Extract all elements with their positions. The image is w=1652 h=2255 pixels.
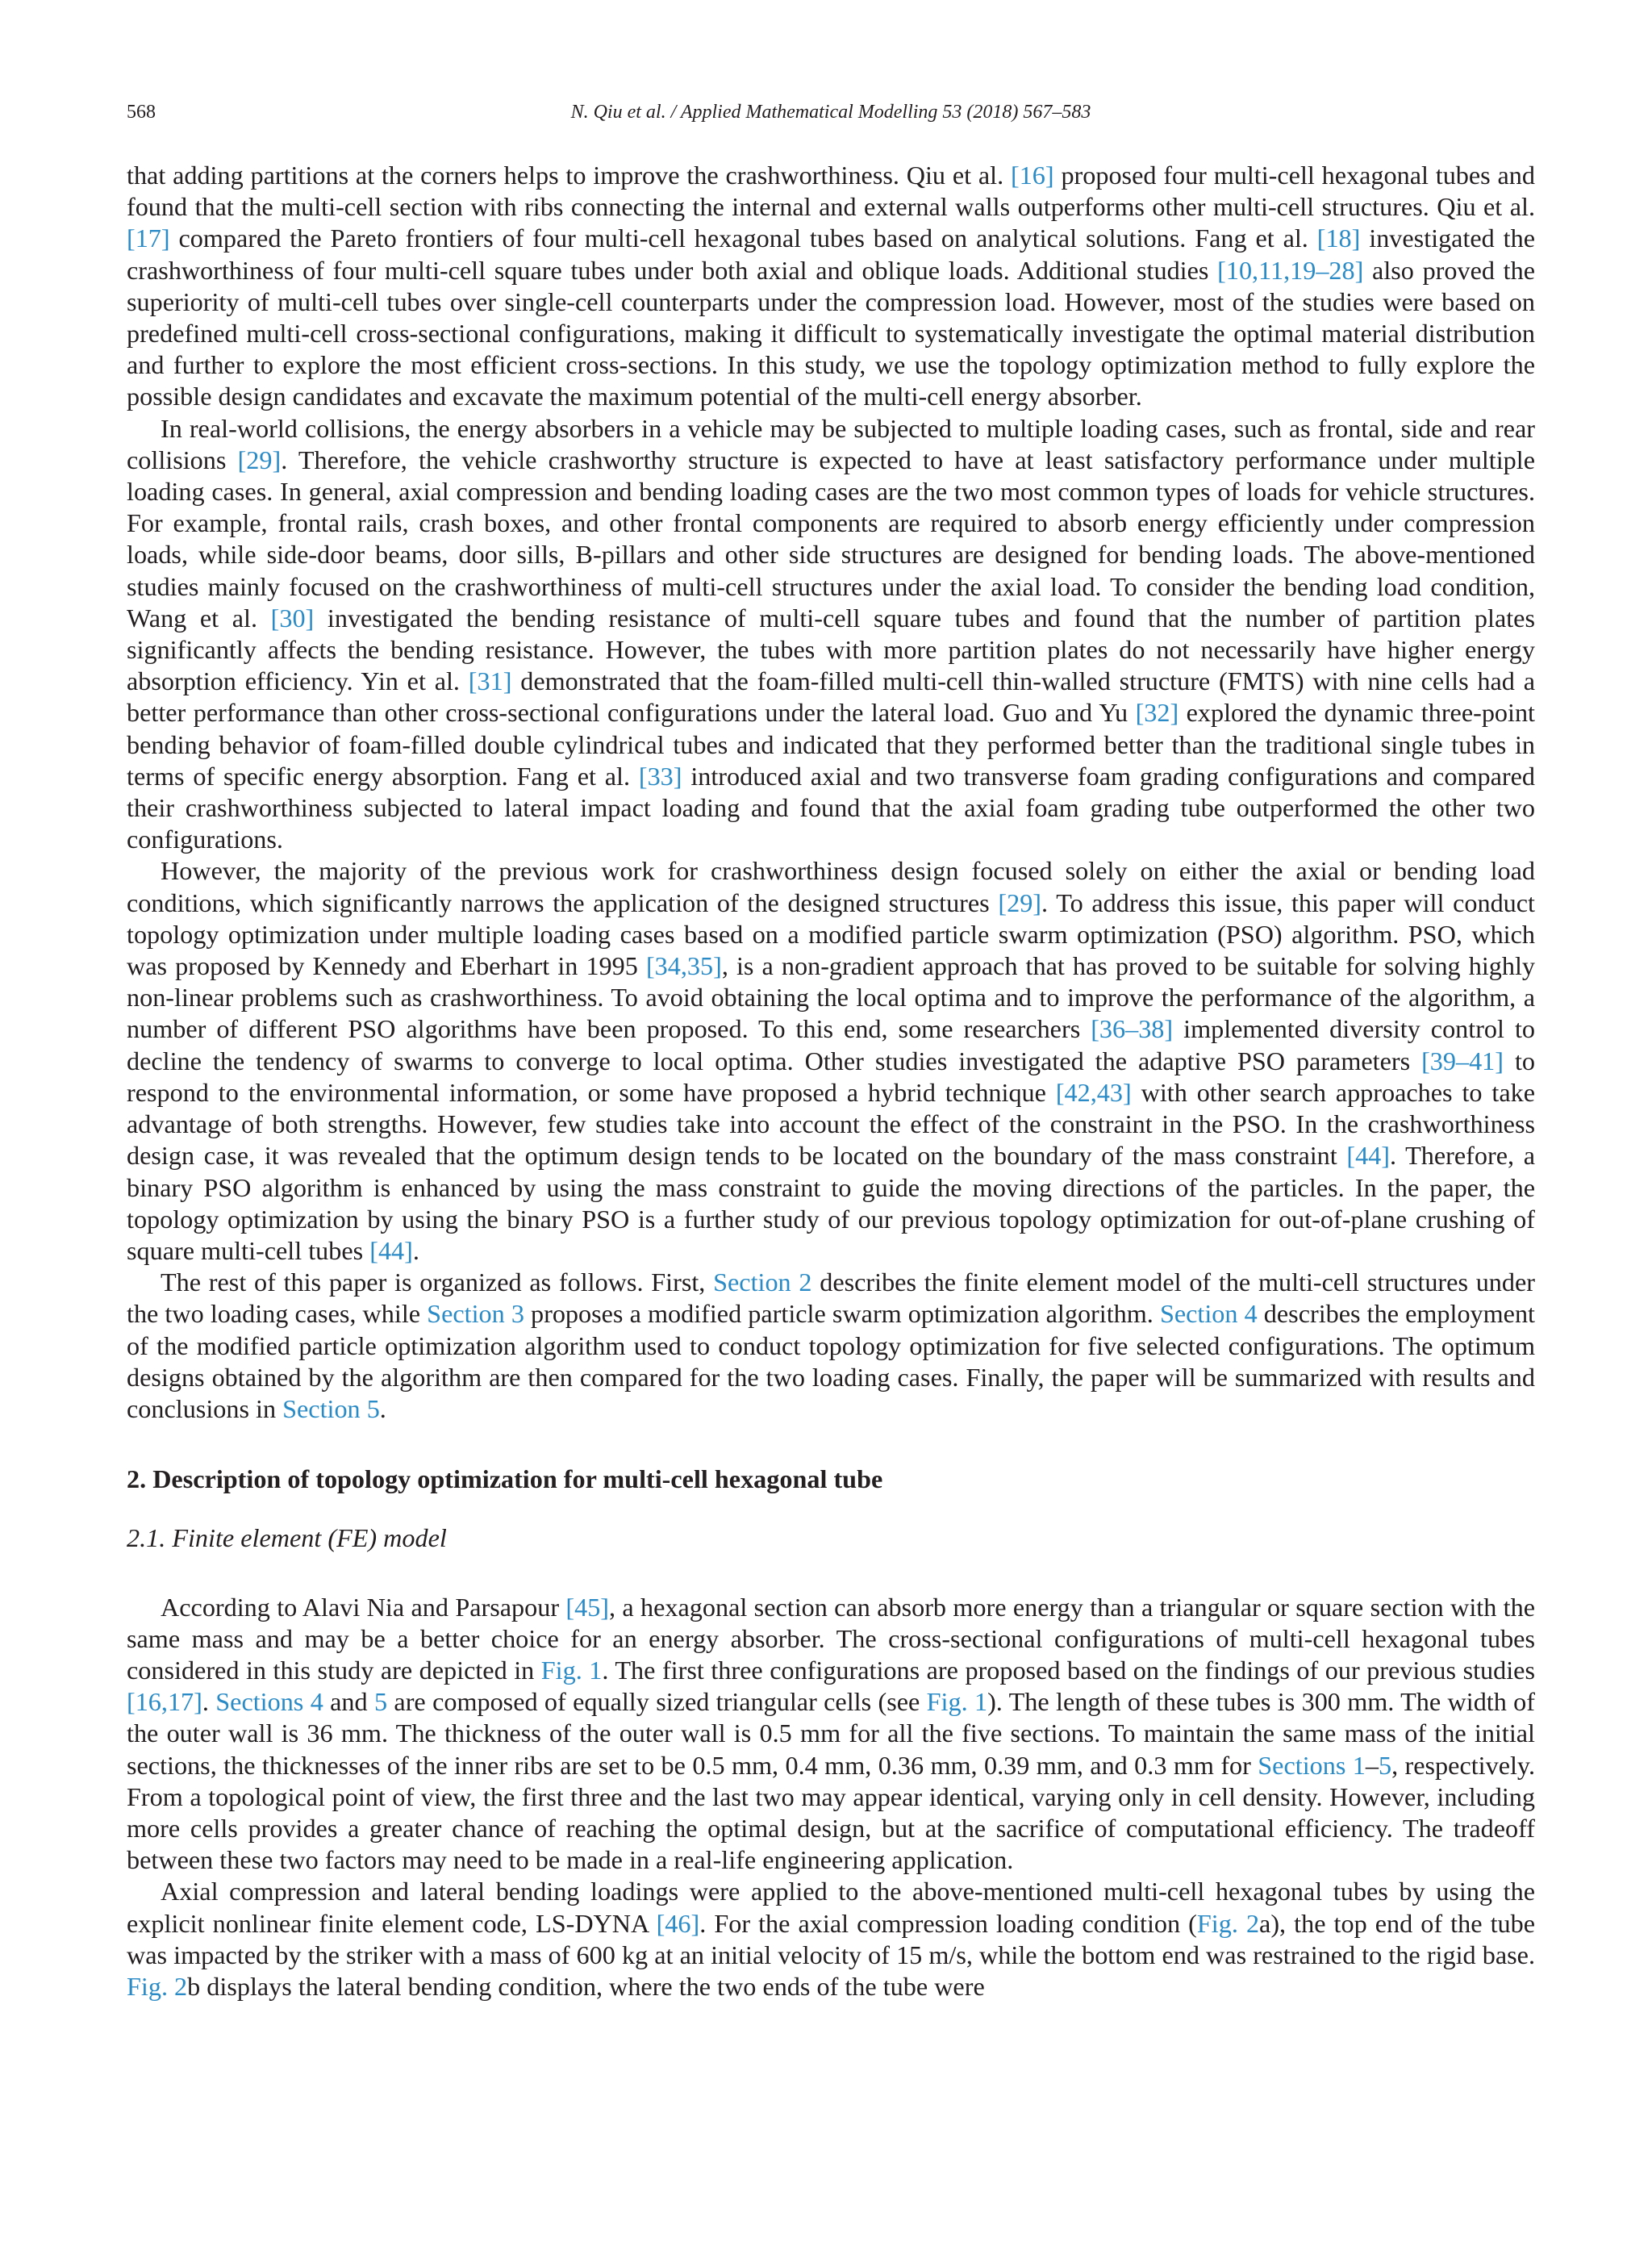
body-text (127, 160, 1535, 2002)
paragraph-text: . Therefore, the vehicle crashworthy structure is expected to have at least satisfactory performance under multiple loading cases. In general, axial compression and bending loading cases are the two most common types of loads for vehicle structures. For example, frontal rails, crash boxes, and other frontal components are required to absorb energy efficiently under compression loads, while side-door beams, door sills, B-pillars and other side structures are designed for bending loads. The above-mentioned studies mainly focused on the crashworthiness of multi-cell structures under the axial load. To consider the bending load condition, Wang et al. (127, 445, 1535, 633)
reference-link[interactable]: [44] (369, 1235, 413, 1265)
reference-link[interactable]: Sections 4 (215, 1687, 323, 1717)
reference-link[interactable]: [46] (656, 1908, 700, 1938)
paragraph-text: proposes a modified particle swarm optimization algorithm. (524, 1299, 1160, 1329)
reference-link[interactable]: [29] (998, 887, 1042, 917)
reference-link[interactable]: [45] (565, 1592, 610, 1622)
reference-link[interactable]: [10,11,19–28] (1217, 255, 1364, 285)
paragraph-text: – (1365, 1750, 1379, 1780)
reference-link[interactable]: Fig. 2 (127, 1971, 188, 2001)
paragraph (127, 1592, 1535, 1877)
paragraph-text: . (379, 1393, 386, 1423)
paragraph-text: investigated the bending resistance of multi-cell square tubes and found that the number of partition plates significantly affects the bending resistance. However, the tubes with more partition plates do not necessarily have higher energy absorption efficiency. Yin et al. (127, 603, 1535, 696)
paragraph (127, 1267, 1535, 1425)
page-number: 568 (127, 102, 156, 123)
reference-link[interactable]: [39–41] (1421, 1046, 1504, 1075)
paragraph (127, 413, 1535, 856)
paragraph-text: explored the dynamic three-point bending behavior of foam-filled double cylindrical tubes and indicated that they performed better than the traditional single tubes in terms of specific energy absorption. Fang et al. (127, 698, 1535, 791)
paragraphs-after-section (127, 1592, 1535, 2003)
reference-link[interactable]: [30] (270, 603, 315, 633)
paragraph (127, 855, 1535, 1267)
paragraph-text: compared the Pareto frontiers of four multi-cell hexagonal tubes based on analytical solutions. Fang et al. (169, 223, 1317, 253)
paragraph-text: demonstrated that the foam-filled multi-cell thin-walled structure (FMTS) with nine cells had a better performance than other cross-sectional configurations under the lateral load. Guo and Yu (127, 666, 1535, 728)
reference-link[interactable]: Fig. 2 (1196, 1908, 1260, 1938)
paragraph-text: implemented diversity control to decline the tendency of swarms to converge to local optima. Other studies investigated the adaptive PSO parameters (127, 1014, 1535, 1075)
reference-link[interactable]: [31] (468, 666, 512, 696)
paragraph-text: are composed of equally sized triangular cells (see (387, 1687, 927, 1717)
reference-link[interactable]: [16] (1011, 161, 1054, 190)
journal-reference: N. Qiu et al. / Applied Mathematical Modelling 53 (2018) 567–583 (570, 102, 1091, 123)
paragraph-text: , a hexagonal section can absorb more energy than a triangular or square section with the same mass and may be a better choice for an energy absorber. The cross-sectional configurations of multi-cell hexagonal tubes considered in this study are depicted in (127, 1592, 1535, 1685)
paragraph-text: Axial compression and lateral bending loadings were applied to the above-mentioned multi-cell hexagonal tubes by using the explicit nonlinear finite element code, LS-DYNA (127, 1877, 1535, 1938)
paragraph-text: with other search approaches to take advantage of both strengths. However, few studies take into account the effect of the constraint in the PSO. In the crashworthiness design case, it was revealed that the optimum design tends to be located on the boundary of the mass constraint (127, 1077, 1535, 1171)
paragraph-text: , is a non-gradient approach that has proved to be suitable for solving highly non-linear problems such as crashworthiness. To avoid obtaining the local optima and to improve the performance of the algorithm, a number of different PSO algorithms have been proposed. To this end, some researchers (127, 951, 1536, 1044)
reference-link[interactable]: Section 5 (282, 1393, 380, 1423)
paragraph-text: ). The length of these tubes is 300 mm. The width of the outer wall is 36 mm. The thickness of the outer wall is 0.5 mm for all the five sections. To maintain the same mass of the initial sections, the thicknesses of the inner ribs are set to be 0.5 mm, 0.4 mm, 0.36 mm, 0.39 mm, and 0.3 mm for (127, 1687, 1535, 1780)
reference-link[interactable]: [44] (1346, 1141, 1390, 1171)
paragraph-text: . The first three configurations are proposed based on the findings of our previous studies (602, 1655, 1535, 1685)
paragraph-text: introduced axial and two transverse foam grading configurations and compared their crashworthiness subjected to lateral impact loading and found that the axial foam grading tube outperformed the other two configurations. (127, 761, 1536, 854)
paragraph-text: In real-world collisions, the energy absorbers in a vehicle may be subjected to multiple loading cases, such as frontal, side and rear collisions (127, 413, 1535, 474)
section-heading: 2. Description of topology optimization for multi-cell hexagonal tube (127, 1464, 883, 1494)
reference-link[interactable]: [42,43] (1055, 1077, 1132, 1107)
paragraph-text: also proved the superiority of multi-cell tubes over single-cell counterparts under the compression load. However, most of the studies were based on predefined multi-cell cross-sectional configurations, making it difficult to systematically investigate the optimal material distribution and further to explore the most efficient cross-sections. In this study, we use the topology optimization method to fully explore the possible design candidates and excavate the maximum potential of the multi-cell energy absorber. (127, 255, 1535, 411)
paragraph-text: to respond to the environmental information, or some have proposed a hybrid technique (127, 1046, 1535, 1107)
reference-link[interactable]: [18] (1316, 223, 1361, 253)
running-header (127, 98, 1535, 131)
paragraphs-before-section (127, 160, 1535, 1425)
paragraph-text: . (202, 1687, 216, 1717)
paragraph-text: However, the majority of the previous work for crashworthiness design focused solely on either the axial or bending load conditions, which significantly narrows the application of the designed structures (127, 856, 1535, 917)
paragraph-text: . Therefore, a binary PSO algorithm is enhanced by using the mass constraint to guide the moving directions of the particles. In the paper, the topology optimization by using the binary PSO is a further study of our previous topology optimization for out-of-plane crushing of square multi-cell tubes (127, 1141, 1535, 1265)
paragraph-text: that adding partitions at the corners helps to improve the crashworthiness. Qiu et al. (127, 161, 1011, 190)
paragraph-text: describes the finite element model of the multi-cell structures under the two loading cases, while (127, 1267, 1535, 1329)
paragraph-text: investigated the crashworthiness of four multi-cell square tubes under both axial and oblique loads. Additional studies (127, 223, 1535, 285)
paragraph-text: . For the axial compression loading condition ( (699, 1908, 1197, 1938)
paragraph-text: describes the employment of the modified particle optimization algorithm used to conduct topology optimization for five selected configurations. The optimum designs obtained by the algorithm are then compared for the two loading cases. Finally, the paper will be summarized with results and conclusions in (127, 1299, 1536, 1423)
paragraph-text: proposed four multi-cell hexagonal tubes and found that the multi-cell section with ribs connecting the internal and external walls outperforms other multi-cell structures. Qiu et al. (127, 161, 1535, 222)
reference-link[interactable]: [36–38] (1091, 1014, 1174, 1044)
reference-link[interactable]: [17] (127, 223, 170, 253)
reference-link[interactable]: [32] (1135, 698, 1179, 728)
reference-link[interactable]: [33] (638, 761, 682, 791)
paragraph-text: , respectively. From a topological point of view, the first three and the last two may appear identical, varying only in cell density. However, including more cells provides a greater chance of reaching the optimal design, but at the sacrifice of computational efficiency. The tradeoff between these two factors may need to be made in a real-life engineering application. (127, 1750, 1535, 1875)
reference-link[interactable]: 5 (1378, 1750, 1392, 1780)
subsection-heading: 2.1. Finite element (FE) model (127, 1523, 447, 1553)
reference-link[interactable]: [16,17] (127, 1687, 202, 1717)
paragraph (127, 1876, 1535, 2002)
paragraph-text: and (323, 1687, 374, 1717)
paragraph-text: b displays the lateral bending condition, where the two ends of the tube were (187, 1971, 985, 2001)
reference-link[interactable]: Fig. 1 (540, 1655, 603, 1685)
reference-link[interactable]: [34,35] (645, 951, 722, 981)
paragraph-text: . To address this issue, this paper will conduct topology optimization under multiple loading cases based on a modified particle swarm optimization (PSO) algorithm. PSO, which was proposed by Kennedy and Eberhart in 1995 (127, 887, 1535, 981)
reference-link[interactable]: Section 2 (713, 1267, 812, 1297)
reference-link[interactable]: Section 3 (427, 1299, 524, 1329)
paragraph-text: . (412, 1235, 419, 1265)
paragraph (127, 160, 1535, 413)
reference-link[interactable]: Fig. 1 (926, 1687, 988, 1717)
paragraph-text: a), the top end of the tube was impacted by the striker with a mass of 600 kg at an initial velocity of 15 m/s, while the bottom end was restrained to the rigid base. (127, 1908, 1535, 1969)
reference-link[interactable]: Section 4 (1159, 1299, 1258, 1329)
reference-link[interactable]: [29] (237, 445, 282, 474)
paragraph-text: According to Alavi Nia and Parsapour (161, 1592, 566, 1622)
reference-link[interactable]: 5 (373, 1687, 388, 1717)
reference-link[interactable]: Sections 1 (1258, 1750, 1366, 1780)
paragraph-text: The rest of this paper is organized as follows. First, (161, 1267, 714, 1297)
